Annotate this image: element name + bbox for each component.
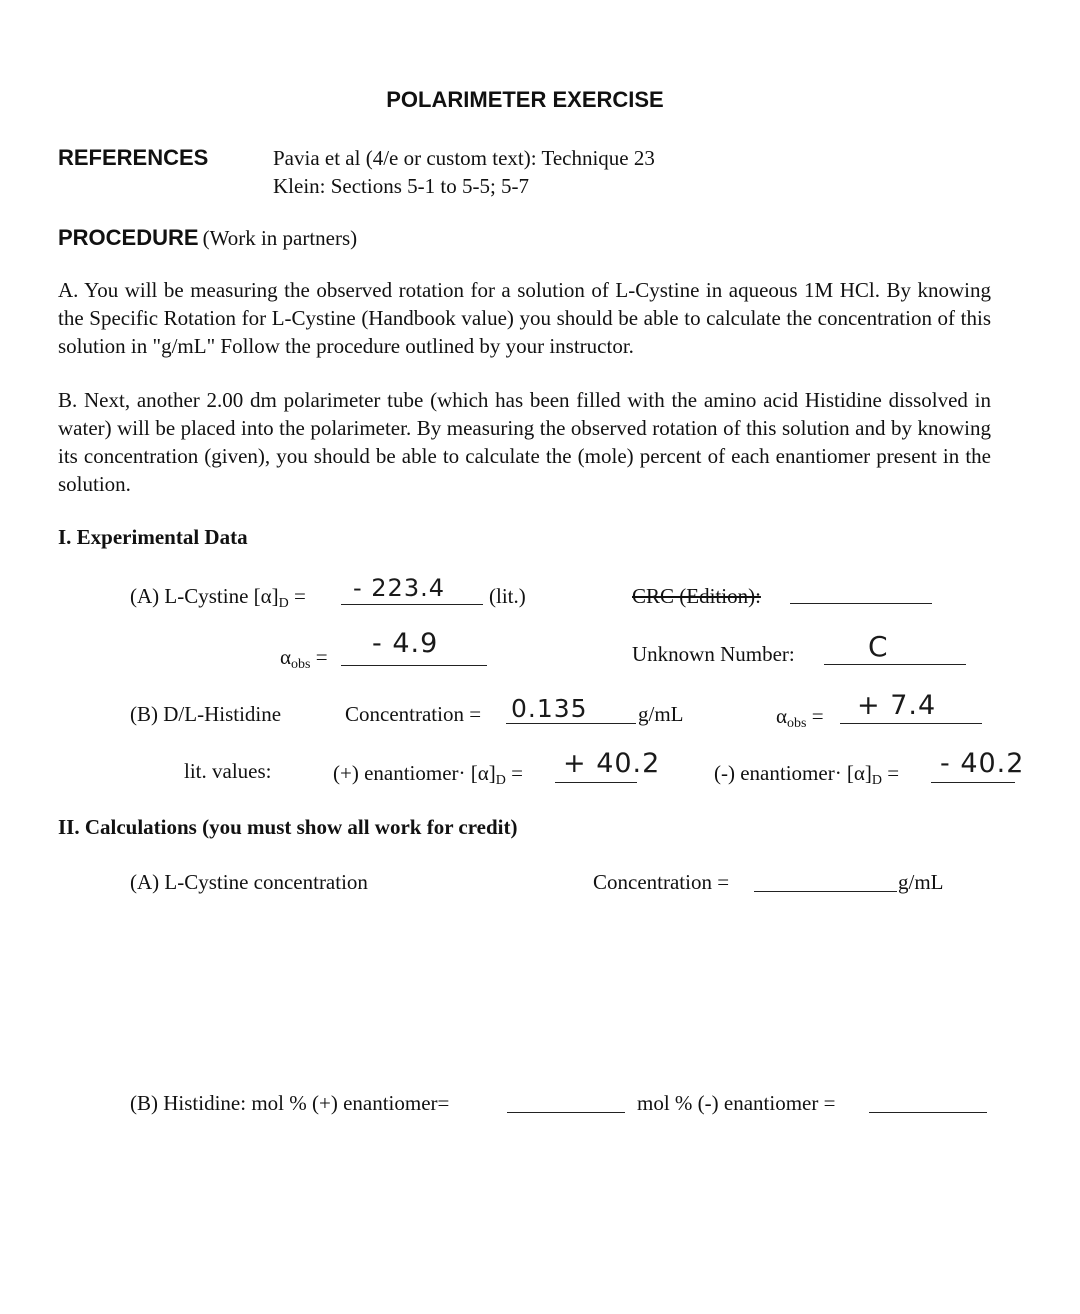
equals-sign: =	[806, 704, 824, 728]
l-cystine-label-text: (A) L-Cystine [α]	[130, 584, 279, 608]
calculations-heading: II. Calculations (you must show all work for credit)	[58, 815, 518, 839]
histidine-concentration-blank	[506, 723, 636, 724]
experimental-data-heading: I. Experimental Data	[58, 525, 248, 549]
subscript-d: D	[495, 773, 506, 788]
alpha-symbol: α	[776, 704, 788, 728]
calc-histidine-plus-label: (B) Histidine: mol % (+) enantiomer=	[130, 1091, 450, 1115]
calc-minus-mol-percent-blank[interactable]	[869, 1112, 987, 1113]
plus-enantiomer-label	[333, 761, 523, 786]
reference-line-2: Klein: Sections 5-1 to 5-5; 5-7	[273, 174, 530, 198]
calc-l-cystine-label: (A) L-Cystine concentration	[130, 870, 368, 894]
equals-sign: =	[505, 761, 523, 785]
lit-suffix: (lit.)	[489, 584, 526, 608]
subscript-d: D	[871, 773, 883, 788]
procedure-note: (Work in partners)	[202, 226, 358, 250]
minus-enantiomer-label	[714, 761, 899, 786]
unknown-number-value: C	[868, 630, 889, 663]
references-heading: REFERENCES	[58, 145, 209, 170]
crc-edition-blank	[790, 603, 932, 604]
equals-sign: =	[882, 761, 900, 785]
l-cystine-alpha-obs-value: - 4.9	[372, 628, 439, 659]
procedure-paragraph-a: A. You will be measuring the observed rotation for a solution of L-Cystine in aqueous 1M HCl. By knowing the Specific Rotation for L-Cystine (Handbook value) you should be able to calculate the concentration of this solution in "g/mL" Follow the procedure outlined by your instructor.	[58, 278, 991, 358]
equals-sign: =	[288, 584, 306, 608]
histidine-concentration-unit: g/mL	[638, 702, 684, 726]
histidine-alpha-obs-value: + 7.4	[857, 690, 937, 721]
histidine-alpha-obs-label	[776, 704, 824, 729]
procedure-paragraph-b: B. Next, another 2.00 dm polarimeter tube (which has been filled with the amino acid Histidine dissolved in water) will be placed into the polarimeter. By measuring the observed rotation of this solution and by knowing its concentration (given), you should be able to calculate the (mole) percent of each enantiomer present in the solution.	[58, 388, 991, 496]
unknown-number-blank	[824, 664, 966, 665]
minus-enantiomer-blank	[931, 782, 1015, 783]
subscript-d: D	[278, 596, 289, 611]
subscript-obs: obs	[291, 657, 311, 672]
calc-plus-mol-percent-blank[interactable]	[507, 1112, 625, 1113]
dl-histidine-label: (B) D/L-Histidine	[130, 702, 282, 726]
lit-values-label: lit. values:	[184, 759, 272, 783]
calc-concentration-unit: g/mL	[898, 870, 944, 894]
calc-concentration-blank[interactable]	[754, 891, 897, 892]
unknown-number-label: Unknown Number:	[632, 642, 795, 666]
minus-enantiomer-text: (-) enantiomer· [α]	[714, 761, 872, 785]
l-cystine-alpha-obs-label	[280, 645, 328, 670]
subscript-obs: obs	[787, 716, 807, 731]
reference-line-1: Pavia et al (4/e or custom text): Technique 23	[273, 146, 655, 170]
procedure-heading: PROCEDURE	[58, 225, 199, 250]
histidine-alpha-obs-blank	[840, 723, 982, 724]
l-cystine-specific-rotation-value: - 223.4	[353, 574, 445, 602]
histidine-concentration-value: 0.135	[511, 694, 588, 723]
l-cystine-specific-rotation-blank	[341, 604, 483, 605]
histidine-concentration-label: Concentration =	[345, 702, 482, 726]
l-cystine-alpha-obs-blank	[341, 665, 487, 666]
plus-enantiomer-text: (+) enantiomer· [α]	[333, 761, 496, 785]
calc-minus-mol-percent-label: mol % (-) enantiomer =	[637, 1091, 836, 1115]
page-title: POLARIMETER EXERCISE	[386, 87, 664, 112]
calc-concentration-label: Concentration =	[593, 870, 730, 894]
alpha-symbol: α	[280, 645, 292, 669]
equals-sign: =	[310, 645, 328, 669]
crc-edition-label: CRC (Edition):	[632, 584, 761, 608]
plus-enantiomer-blank	[555, 782, 637, 783]
procedure-header	[58, 225, 357, 251]
plus-enantiomer-value: + 40.2	[563, 748, 661, 779]
minus-enantiomer-value: - 40.2	[940, 748, 1025, 779]
l-cystine-specific-rotation-label	[130, 584, 306, 609]
